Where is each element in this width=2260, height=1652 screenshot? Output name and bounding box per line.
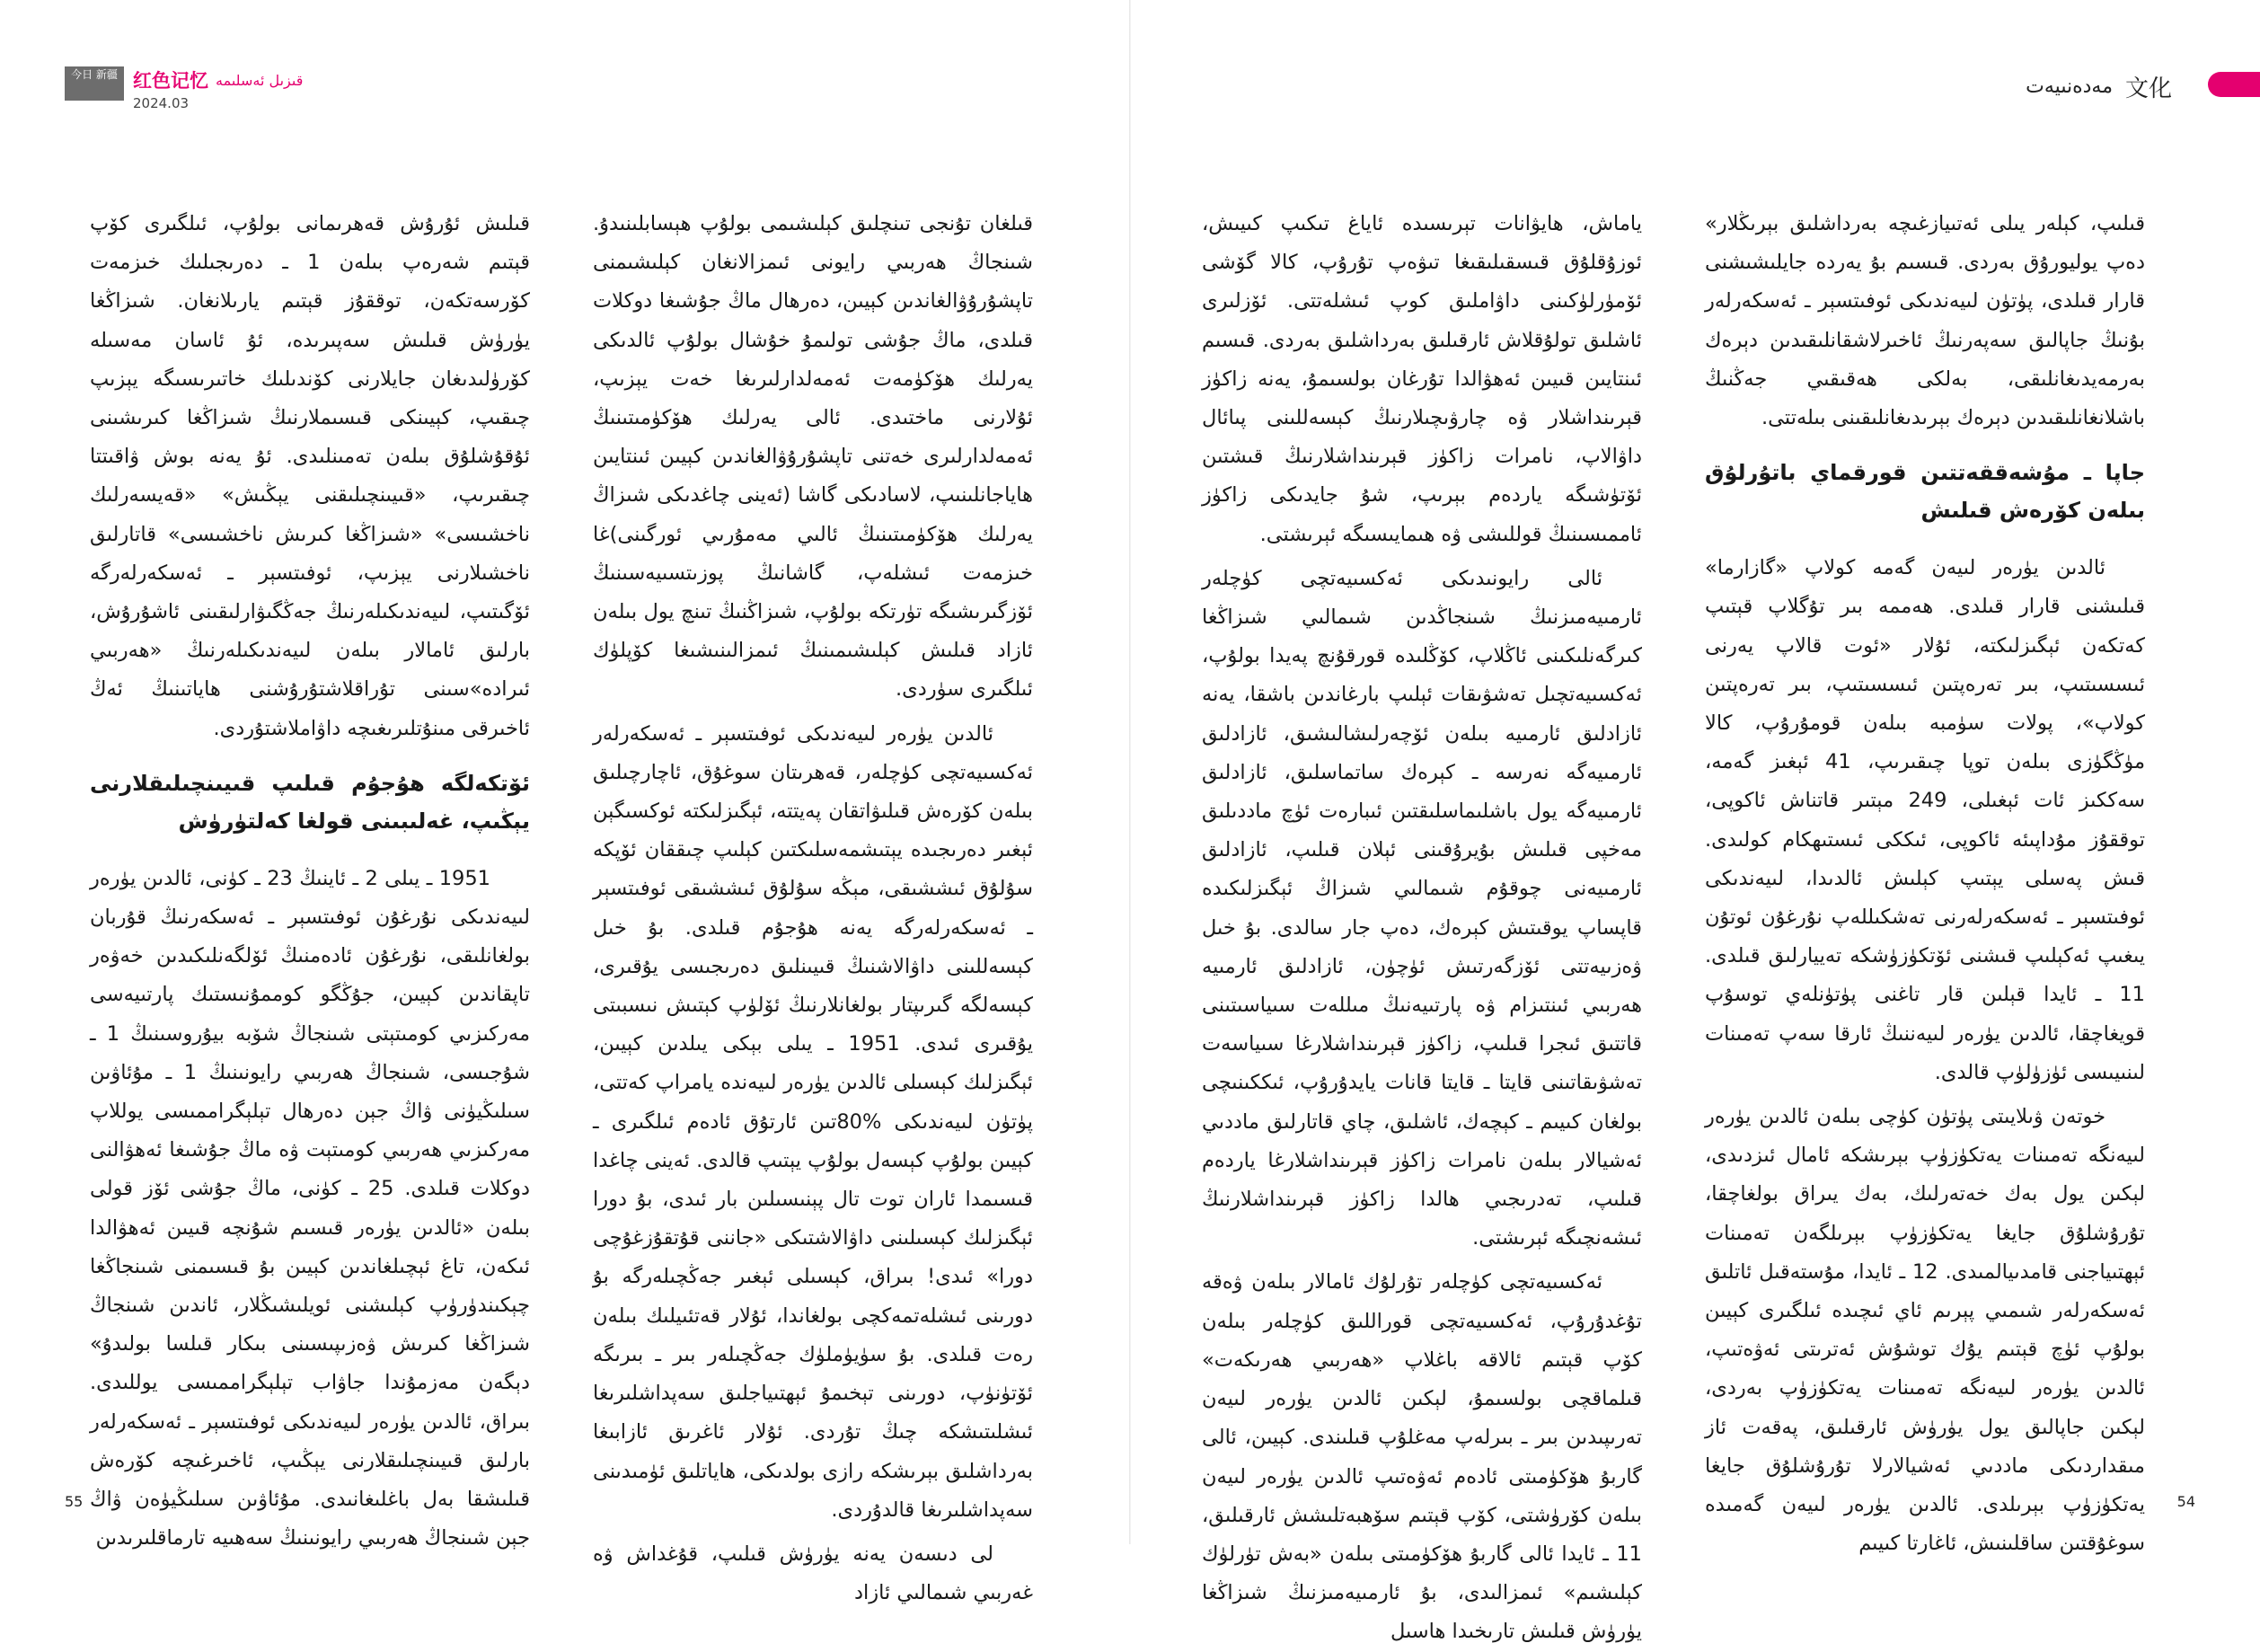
right-page-column-inner [1202, 205, 1642, 1644]
magazine-logo: 今日 新疆 [65, 66, 124, 101]
section-heading: ئۆتكەلگە ھۇجۇم قىلىپ قىيىنچىلىقلارنى يېڭىپ، غەلىبىنى قولغا كەلتۈرۈش [90, 770, 530, 834]
brand-text [133, 66, 303, 111]
paragraph: خوتەن ۋىلايىتى پۈتۈن كۈچى بىلەن ئالدىن يۈرەر لىيەنگە تەمىنات يەتكۈزۈپ بېرىشكە ئامال ئىزدىدى، لېكىن يول بەك خەتەرلىك، بەك يىراق بولغاچقا، تۇرۇشلۇق جايغا يەتكۈزۈپ بېرىلگەن تەمىنات ئېھتىياجنى قامدىيالمىدى. 12 ـ ئايدا، مۇستەقىل ئاتلىق ئەسكەرلەر شىمىي پېرىم ئاي ئىچىدە ئىلگىرى كېيىن بولۇپ ئۈچ قېتىم يۇك توشۇش ئەترىتى ئەۋەتىپ، ئالدىن يۈرەر لىيەنگە تەمىنات يەتكۈزۈپ بەردى، لېكىن جاپالىق يول يۈرۈش ئارقىلىق، پەقەت ئاز مىقداردىكى ماددىي ئەشيالارلا تۇرۇشلۇق جايغا يەتكۈزۈپ بېرىلدى. ئالدىن يۈرەر لىيەن گەمىدە سوغۇقتىن ساقلىنىش، ئاغارتا كىيىم [1705, 1105, 2145, 1556]
section-tab-marker [2208, 72, 2260, 97]
section-heading: جاپا ـ مۇشەققەتتىن قورقماي باتۇرلۇق بىلەن كۆرەش قىلىش [1705, 460, 2145, 524]
right-page-column-outer [1705, 205, 2145, 1556]
magazine-brand [65, 66, 303, 111]
left-page-column-inner [593, 205, 1033, 1605]
paragraph: قىلىش ئۇرۇش قەھرىمانى بولۇپ، ئىلگىرى كۆپ قېتىم شەرەپ بىلەن 1 ـ دەرىجىلىك خىزمەت كۆرسەتكەن، توققۇز قېتىم يارىلانغان. شىزاڭغا يۈرۈش قىلىش سەپىرىدە، ئۇ ئاسان مەسىلە كۆرۈلىدىغان جايلارنى كۆندىلىك خاتىرىسىگە يېزىپ چىقىپ، كېيىنكى قىسىملارنىڭ شىزاڭغا كىرىشىنى ئۇقۇشلۇق بىلەن تەمىنلىدى. ئۇ يەنە بوش ۋاقىتتا چىقىرىپ، «قىيىنچىلىقنى يېڭىش» «قەيسەرلىك ناخشىسى» «شىزاڭغا كىرىش ناخشىسى» قاتارلىق ناخشىلارنى يېزىپ، ئوفىتسېر ـ ئەسكەرلەرگە ئۆگىتىپ، لىيەندىكىلەرنىڭ جەڭگىۋارلىقىنى ئاشۇرۇش، بارلىق ئامالار بىلەن لىيەندىكىلەرنىڭ «ھەربىي ئىرادە»سىنى تۇراقلاشتۇرۇشنى ھاياتىنىڭ ئەڭ ئاخىرقى مىنۇتلىرىغىچە داۋاملاشتۇردى. [90, 212, 530, 740]
column-name-cn: 红色记忆 [133, 70, 208, 92]
paragraph: ئالدىن يۈرەر لىيەندىكى ئوفىتسېر ـ ئەسكەرلەر ئەكسىيەتچى كۈچلەر، قەھرىتان سوغۇق، ئاچارچىلىق بىلەن كۆرەش قىلىۋاتقان پەيتتە، ئېگىزلىكتە ئوكسىگېن ئېغىر دەرىجىدە يېتىشمەسلىكتىن كېلىپ چىققان ئۆپكە سۇلۇق ئىششىقى، مېڭە سۇلۇق ئىششىقى ئوفىتسېر ـ ئەسكەرلەرگە يەنە ھۇجۇم قىلدى. بۇ خىل كېسەللىنى داۋالاشنىڭ قىيىنلىق دەرىجىسى يۇقىرى، كېسەلگە گىرىپتار بولغانلارنىڭ ئۆلۈپ كېتىش نىسبىتى يۇقىرى ئىدى. 1951 ـ يىلى بېكى يىلدىن كېيىن، ئېگىزلىك كېسىلى ئالدىن يۈرەر لىيەندە يامراپ كەتتى، پۈتۈن لىيەندىكى %80تىن ئارتۇق ئادەم ئىلگىرى ـ كېيىن بولۇپ كېسەل بولۇپ يېتىپ قالدى. ئەينى چاغدا قىسىمدا ئاران توت تال پېنىسىلىن بار ئىدى، بۇ دورا ئېگىزلىك كېسىلىنى داۋالاشتىكى «جاننى قۇتقۇزغۇچى دورا» ئىدى! بىراق، كېسىلى ئېغىر جەڭچىلەرگە بۇ دورىنى ئىشلەتمەكچى بولغاندا، ئۇلار قەتئىيلىك بىلەن رەت قىلدى. بۇ سۈيۈملۈك جەڭچىلەر بىر ـ بىرىگە ئۆتۈنۈپ، دورىنى تېخىمۇ ئېھتىياجلىق سەپداشلىرىغا ئىشلىتىشكە چىڭ تۇردى. ئۇلار ئاغرىق ئازابىغا بەرداشلىق بېرىشكە رازى بولدىكى، ھاياتلىق ئۈمىدىنى سەپداشلىرىغا قالدۇردى. [593, 721, 1033, 1522]
column-name-ug: قىزىل ئەسلىمە [216, 71, 304, 89]
paragraph: ئالدىن يۈرەر لىيەن گەمە كولاپ «گازارما» قىلىشنى قارار قىلدى. ھەممە بىر تۇگلاپ قېتىپ كەتكەن ئېگىزلىكتە، ئۇلار «ئوت قالاپ يەرنى ئىسسىتىپ، بىر تەرەپتىن ئىسسىتىپ، بىر تەرەپتىن كولاپ»، پولات سۈمبە بىلەن قومۇرۇپ، كالا مۈڭگۈزى بىلەن توپا چىقىرىپ، 41 ئېغىز گەمە، سەككىز ئات ئېغىلى، 249 مېتىر قاتناش ئاكوپى، توققۇز مۇداپىئە ئاكوپى، ئىككى ئىستىھكام كولىدى. قىش پەسلى يېتىپ كېلىش ئالدىدا، لىيەندىكى ئوفىتسېر ـ ئەسكەرلەرنى تەشكىللەپ نۇرغۇن ئوتۇن يىغىپ ئەكېلىپ قىشنى ئۆتكۈزۈشكە تەييارلىق قىلدى. 11 ـ ئايدا قېلىن قار تاغنى پۈتۈنلەي توسۇپ قويغاچقا، ئالدىن يۈرەر لىيەننىڭ ئارقا سەپ تەمىنات لىنىيىسى ئۈزۈلۈپ قالدى. [1705, 556, 2145, 1084]
left-page [0, 0, 1130, 1605]
paragraph: قىلغان تۇنجى تىنچلىق كېلىشىمى بولۇپ ھېسابلىنىدۇ. شىنجاڭ ھەربىي رايونى ئىمزالانغان كېلىشىمنى تاپشۇرۇۋالغاندىن كېيىن، دەرھال ماڭ جۇشىغا دوكلات قىلدى، ماڭ جۇشى تولىمۇ خۇشال بولۇپ ئالدىكى يەرلىك ھۆكۈمەت ئەمەلدارلىرىغا خەت يېزىپ، ئۇلارنى ماختىدى. ئالى يەرلىك ھۆكۈمىتىنىڭ ئەمەلدارلىرى خەتنى تاپشۇرۇۋالغاندىن كېيىن ئىنتايىن ھاياجانلىنىپ، لاسادىكى گاشا (ئەينى چاغدىكى شىزاڭ يەرلىك ھۆكۈمىتىنىڭ ئالىي مەمۇرىي ئورگىنى)غا خىزمەت ئىشلەپ، گاشانىڭ پوزىتسىيەسىنىڭ ئۆزگىرىشىگە تۈرتكە بولۇپ، شىزاڭنىڭ تىنچ يول بىلەن ئازاد قىلىش كېلىشىمىنىڭ ئىمزالىنىشىغا كۆپلۈك ئىلگىرى سۈردى. [593, 212, 1033, 702]
issue-number: 2024.03 [133, 95, 190, 111]
page-number-left: 55 [65, 1493, 84, 1510]
paragraph: 1951 ـ يىلى 2 ـ ئاينىڭ 23 ـ كۈنى، ئالدىن يۈرەر لىيەندىكى نۇرغۇن ئوفىتسېر ـ ئەسكەرنىڭ قۇربان بولغانلىقى، نۇرغۇن ئادەمنىڭ ئۆلگەنلىكىدىن خەۋەر تاپقاندىن كېيىن، جۇڭگو كوممۇنىستىك پارتىيەسى مەركىزىي كومىتېتى شىنجاڭ شۆبە بيۇروسىنىڭ 1 ـ شۇجىسى، شىنجاڭ ھەربىي رايونىنىڭ 1 ـ مۇئاۋىن سىلىڭيۈنى ۋاڭ جېن دەرھال تېلېگراممىسى يوللاپ مەركىزىي ھەربىي كومىتېت ۋە ماڭ جۇشىغا ئەھۋالنى دوكلات قىلدى. 25 ـ كۈنى، ماڭ جۇشى ئۆز قولى بىلەن «ئالدىن يۈرەر قىسىم شۇنچە قىيىن ئەھۋالدا ئىكەن، تاغ ئېچىلغاندىن كېيىن بۇ قىسىمنى شىنجاڭغا چېكىندۈرۈپ كېلىشنى ئويلىشىڭلار، ئاندىن شىنجاڭ شىزاڭغا كىرىش ۋەزىپىسىنى بىكار قىلسا بولىدۇ» دېگەن مەزمۇندا جاۋاب تېلېگراممىسى يوللىدى. بىراق، ئالدىن يۈرەر لىيەندىكى ئوفىتسېر ـ ئەسكەرلەر بارلىق قىيىنچىلىقلارنى يېڭىپ، ئاخىرغىچە كۆرەش قىلىشقا بەل باغلىغانىدى. مۇئاۋىن سىلىڭيۈەن ۋاڭ جېن شىنجاڭ ھەربىي رايونىنىڭ سەھىيە تارماقلىرىدىن [90, 866, 531, 1550]
paragraph: ياماش، ھايۋانات تېرىسىدە ئاياغ تىكىپ كىيىش، ئوزۇقلۇق قىسقىلىقىغا تىۋەپ تۇرۇپ، كالا گۆشى ئۆمۈرلۈكىنى داۋاملىق كوپ ئىشلەتتى. ئۆزلىرى ئاشلىق تولۇقلاش ئارقىلىق بەرداشلىق بەردى. قىسىم ئىنتايىن قىيىن ئەھۋالدا تۇرغان بولسىمۇ، يەنە زاكۈز قېرىنداشلار ۋە چارۋىچىلارنىڭ كېسەللىنى پىائال داۋالاپ، نامرات زاكۈز قېرىنداشلارنىڭ قىشتىن ئۆتۈشىگە ياردەم بېرىپ، شۇ جايدىكى زاكۈز ئاممىسىنىڭ قوللىشى ۋە ھىمايىسىگە ئېرىشتى. [1202, 212, 1642, 546]
left-page-column-outer [90, 205, 531, 1550]
paragraph: ئەكسىيەتچى كۈچلەر تۇرلۇك ئامالار بىلەن ۋەقە تۇغدۇرۇپ، ئەكسىيەتچى قوراللىق كۈچلەر بىلەن كۆپ قېتىم ئالاقە باغلاپ «ھەربىي ھەرىكەت» قىلماقچى بولسىمۇ، لېكىن ئالدىن يۈرەر لىيەن تەرىپىدىن بىر ـ بىرلەپ مەغلۇپ قىلىندى. كېيىن، ئالى گاربۇ ھۆكۈمىتى ئادەم ئەۋەتىپ ئالدىن يۈرەر لىيەن بىلەن كۆرۈشتى، كۆپ قېتىم سۆھبەتلىشش ئارقىلىق، 11 ـ ئايدا ئالى گاربۇ ھۆكۈمىتى بىلەن «بەش تۈرلۈك كېلىشىم» ئىمزالىدى، بۇ ئارمىيەمىزنىڭ شىزاڭغا يۈرۈش قىلىش تارىخىدا ھاسىل [1202, 1270, 1642, 1644]
section-name-ug: مەدەنىيەت [2026, 75, 2113, 98]
paragraph: ئالى رايونىدىكى ئەكسىيەتچى كۈچلەر ئارمىيەمىزنىڭ شىنجاڭدىن شىمالىي شىزاڭغا كىرگەنلىكىنى ئاڭلاپ، كۆڭلىدە قورقۇنچ پەيدا بولۇپ، ئەكسىيەتچىل تەشۋىقات ئېلىپ بارغاندىن باشقا، يەنە ئازادلىق ئارمىيە بىلەن ئۆچەرلىشالىشىق، ئازادلىق ئارمىيەگە نەرسە ـ كېرەك ساتماسلىق، ئازادلىق ئارمىيەگە يول باشلىماسلىقتىن ئىبارەت ئۈچ ماددىلىق مەخپى قىلىش بۇيرۇقىنى ئېلان قىلىپ، ئازادلىق ئارمىيەنى چوقۇم شىمالىي شىزاڭ ئېگىزلىكىدە قاپساپ يوقىتىش كېرەك، دەپ جار سالدى. بۇ خىل ۋەزىيەتتى ئۆزگەرتىش ئۈچۈن، ئازادلىق ئارمىيە ھەربىي ئىنتىزام ۋە پارتىيەنىڭ مىللەت سىياسىتىنى قاتتىق ئىجرا قىلىپ، زاكۈز قېرىنداشلارغا سىياسەت تەشۋىقاتىنى قايتا ـ قايتا قانات يايدۇرۇپ، ئىككىنىچى بولغان كىيىم ـ كېچەك، ئاشلىق، چاي قاتارلىق ماددىي ئەشيالار بىلەن نامرات زاكۈز قېرىنداشلارغا ياردەم قىلىپ، تەدرىجىي ھالدا زاكۈز قېرىنداشلارنىڭ ئىشەنچىگە ئېرىشتى. [1202, 566, 1642, 1250]
brand-row [133, 66, 303, 93]
section-name-cn: 文化 [2124, 75, 2172, 102]
paragraph: لى دىسەن يەنە يۈرۈش قىلىپ، قۇغداش ۋە غەربىي شىمالىي ئازاد [593, 1542, 1033, 1605]
section-header [2026, 70, 2172, 103]
page-number-right: 54 [2176, 1493, 2195, 1510]
right-page [1130, 0, 2260, 1644]
paragraph: قىلىپ، كېلەر يىلى ئەتىيازغىچە بەرداشلىق بېرىڭلار» دەپ يوليورۇق بەردى. قىسىم بۇ يەردە جايلىشىشنى قارار قىلدى، پۈتۈن لىيەندىكى ئوفىتسېر ـ ئەسكەرلەر بۇنىڭ جاپالىق سەپەرنىڭ ئاخىرلاشقانلىقىدىن دېرەك بەرمەيدىغانلىقى، بەلكى ھەقىقىي جەڭنىڭ باشلانغانلىقىدىن دېرەك بېرىدىغانلىقىنى بىلەتتى. [1705, 212, 2145, 430]
